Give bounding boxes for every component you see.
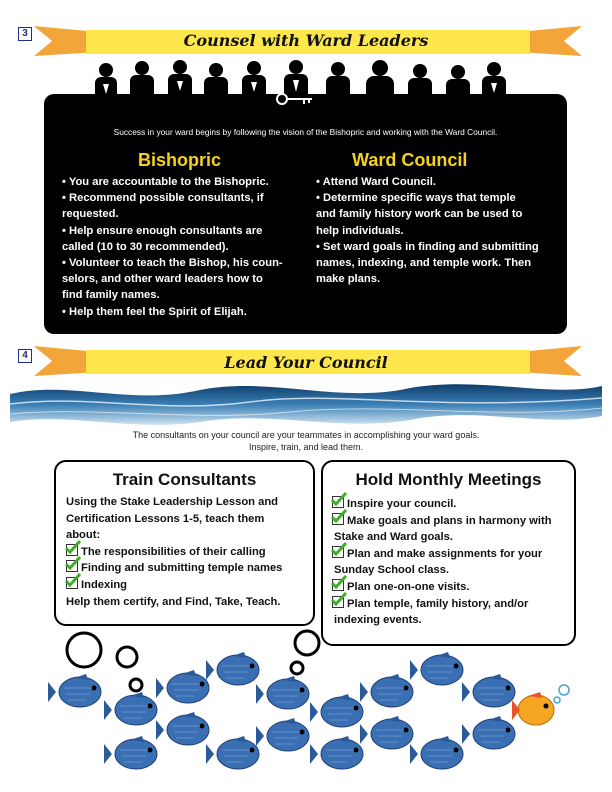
ward-council-heading: Ward Council	[352, 150, 468, 170]
list-item: • Help ensure enough consultants are	[62, 224, 263, 237]
list-item: • Recommend possible consultants, if	[62, 192, 264, 205]
section-number-3: 3	[18, 27, 32, 41]
orange-fish-icon	[512, 692, 554, 725]
body-line: Sunday School class.	[334, 564, 450, 577]
checklist-item: Indexing	[66, 577, 282, 594]
list-item: requested.	[62, 208, 119, 221]
list-item: names, indexing, and temple work. Then	[316, 257, 532, 270]
body-line: Stake and Ward goals.	[334, 531, 453, 544]
list-item: • Help them feel the Spirit of Elijah.	[62, 305, 247, 318]
checklist-item: Plan and make assignments for your	[332, 546, 552, 563]
bishopric-heading: Bishopric	[138, 150, 222, 170]
checkbox-checked-icon	[332, 513, 344, 525]
section-title-lead: Lead Your Council	[224, 353, 388, 372]
checklist-item: The responsibilities of their calling	[66, 544, 282, 561]
monthly-meetings-body	[332, 496, 552, 629]
list-item: • Attend Ward Council.	[316, 176, 436, 188]
ward-success-intro: Success in your ward begins by following the vision of the Bishopric and working with the Ward Council.	[113, 127, 498, 137]
body-line: Using the Stake Leadership Lesson and	[66, 496, 278, 508]
checkbox-checked-icon	[66, 544, 78, 556]
checkbox-checked-icon	[332, 496, 344, 508]
list-item: • Set ward goals in finding and submitting	[316, 240, 539, 253]
checklist-item: Plan one-on-one visits.	[332, 579, 552, 596]
checkbox-checked-icon	[332, 546, 344, 558]
checklist-item: Finding and submitting temple names	[66, 560, 282, 577]
body-line: Help them certify, and Find, Take, Teach.	[66, 595, 281, 608]
list-item: selors, and other ward leaders how to	[62, 273, 263, 286]
list-item: • You are accountable to the Bishopric.	[62, 176, 269, 188]
list-item: find family names.	[62, 289, 160, 302]
train-consultants-body	[66, 494, 282, 610]
monthly-meetings-title: Hold Monthly Meetings	[355, 470, 542, 489]
list-item: and family history work can be used to	[316, 208, 523, 221]
school-of-fish-image	[40, 640, 580, 788]
checkbox-checked-icon	[332, 579, 344, 591]
section-title-counsel: Counsel with Ward Leaders	[183, 31, 429, 50]
council-subtitle-1: The consultants on your council are your teammates in accomplishing your ward goals.	[132, 430, 480, 440]
list-item: help individuals.	[316, 224, 404, 237]
checklist-item: Plan temple, family history, and/or	[332, 596, 552, 613]
body-line: Certification Lessons 1-5, teach them	[66, 512, 265, 525]
checkbox-checked-icon	[332, 596, 344, 608]
water-wave-image	[10, 376, 602, 432]
checkbox-checked-icon	[66, 577, 78, 589]
list-item: • Determine specific ways that temple	[316, 192, 516, 205]
checklist-item: Inspire your council.	[332, 496, 552, 513]
list-item: make plans.	[316, 273, 381, 286]
key-icon	[274, 92, 314, 106]
council-subtitle-2: Inspire, train, and lead them.	[248, 442, 364, 452]
section-number-4: 4	[18, 349, 32, 363]
body-line: indexing events.	[334, 614, 422, 627]
body-line: about:	[66, 529, 101, 542]
bishopric-list	[62, 174, 283, 320]
checklist-item: Make goals and plans in harmony with	[332, 513, 552, 530]
checkbox-checked-icon	[66, 560, 78, 572]
list-item: called (10 to 30 recommended).	[62, 240, 229, 253]
ward-council-list	[316, 174, 539, 287]
train-consultants-title: Train Consultants	[112, 470, 257, 489]
list-item: • Volunteer to teach the Bishop, his coun-	[62, 257, 283, 270]
